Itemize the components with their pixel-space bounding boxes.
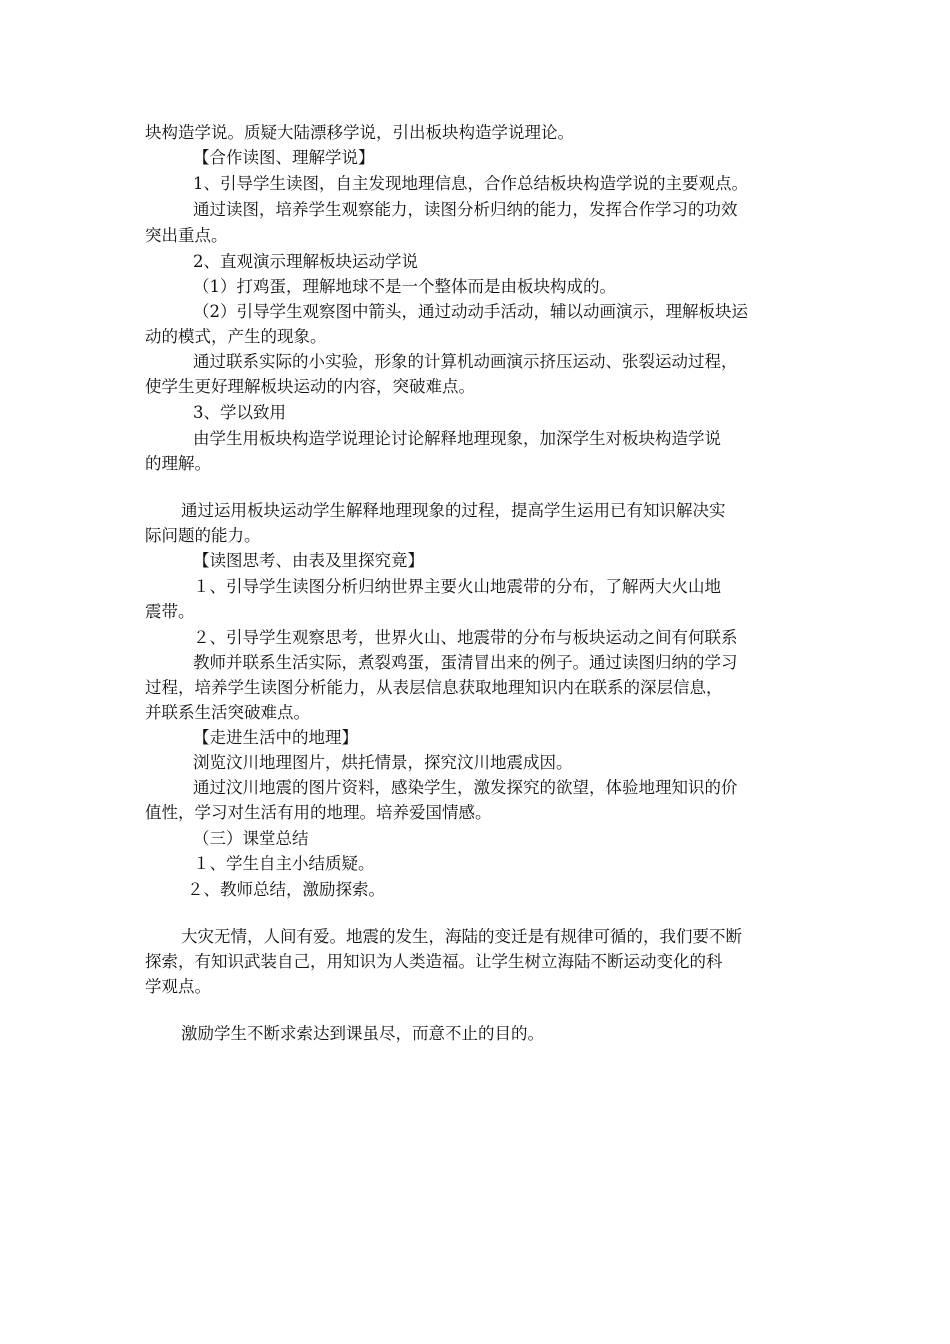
text-line: １、引导学生读图分析归纳世界主要火山地震带的分布，了解两大火山地 xyxy=(193,577,721,596)
text-line: 使学生更好理解板块运动的内容，突破难点。 xyxy=(145,377,475,396)
text-line: 过程，培养学生读图分析能力，从表层信息获取地理知识内在联系的深层信息， xyxy=(145,678,723,697)
text-line: ２、教师总结，激励探索。 xyxy=(187,880,385,899)
text-line: 教师并联系生活实际，煮裂鸡蛋，蛋清冒出来的例子。通过读图归纳的学习 xyxy=(193,653,738,672)
text-line: 并联系生活突破难点。 xyxy=(145,703,310,722)
section-heading: 【合作读图、理解学说】 xyxy=(193,148,375,167)
text-line: 探索，有知识武装自己，用知识为人类造福。让学生树立海陆不断运动变化的科 xyxy=(145,952,723,971)
text-line: 动的模式，产生的现象。 xyxy=(145,327,327,346)
text-line: 大灾无情，人间有爱。地震的发生，海陆的变迁是有规律可循的，我们要不断 xyxy=(181,927,742,946)
text-line: 3、学以致用 xyxy=(193,403,286,422)
text-line: 际问题的能力。 xyxy=(145,526,261,545)
text-line: １、学生自主小结质疑。 xyxy=(193,854,375,873)
text-line: 激励学生不断求索达到课虽尽，而意不止的目的。 xyxy=(181,1024,544,1043)
text-line: 通过运用板块运动学生解释地理现象的过程，提高学生运用已有知识解决实 xyxy=(181,501,726,520)
text-line: 值性，学习对生活有用的地理。培养爱国情感。 xyxy=(145,803,492,822)
text-line: （2）引导学生观察图中箭头，通过动动手活动，辅以动画演示，理解板块运 xyxy=(193,302,748,321)
text-line: 通过读图，培养学生观察能力，读图分析归纳的能力，发挥合作学习的功效 xyxy=(193,200,738,219)
text-line: 突出重点。 xyxy=(145,226,228,245)
text-line: 2、直观演示理解板块运动学说 xyxy=(193,252,418,271)
text-line: 通过汶川地震的图片资料，感染学生，激发探究的欲望，体验地理知识的价 xyxy=(193,778,738,797)
text-line: 震带。 xyxy=(145,602,195,621)
section-heading: 【读图思考、由表及里探究竟】 xyxy=(193,551,424,570)
text-line: 通过联系实际的小实验，形象的计算机动画演示挤压运动、张裂运动过程， xyxy=(193,352,738,371)
text-line: 由学生用板块构造学说理论讨论解释地理现象，加深学生对板块构造学说 xyxy=(193,429,721,448)
text-line: 浏览汶川地理图片，烘托情景，探究汶川地震成因。 xyxy=(193,753,573,772)
section-heading: （三）课堂总结 xyxy=(193,829,309,848)
text-line: 1、引导学生读图，自主发现地理信息，合作总结板块构造学说的主要观点。 xyxy=(193,174,748,193)
text-line: （1）打鸡蛋，理解地球不是一个整体而是由板块构成的。 xyxy=(193,277,616,296)
text-line: 的理解。 xyxy=(145,454,211,473)
text-line: ２、引导学生观察思考，世界火山、地震带的分布与板块运动之间有何联系 xyxy=(193,628,738,647)
text-line: 块构造学说。质疑大陆漂移学说，引出板块构造学说理论。 xyxy=(145,123,574,142)
section-heading: 【走进生活中的地理】 xyxy=(193,728,358,747)
text-line: 学观点。 xyxy=(145,977,211,996)
